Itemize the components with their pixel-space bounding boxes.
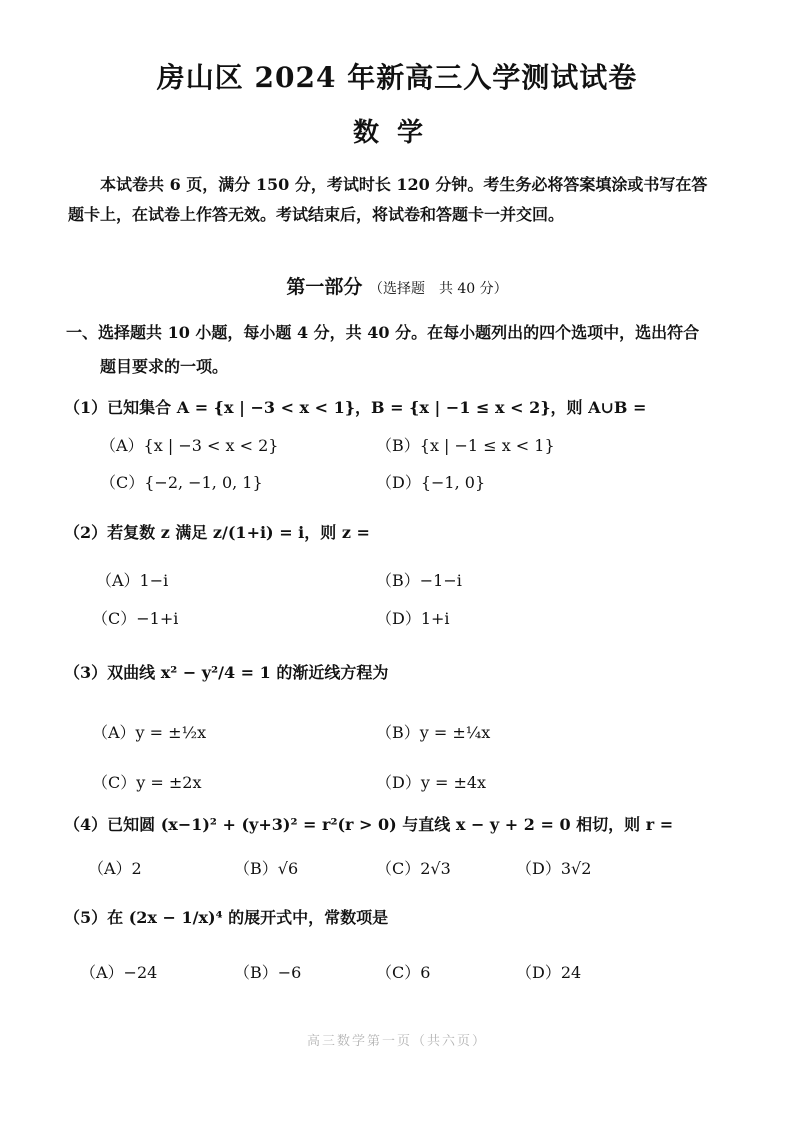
question-4-option-d[interactable]: （D）3√2 — [516, 859, 592, 878]
question-4-option-c[interactable]: （C）2√3 — [376, 859, 451, 878]
question-2-option-b[interactable]: （B）−1−i — [376, 571, 462, 590]
question-2-option-c[interactable]: （C）−1+i — [92, 609, 179, 628]
question-4-option-a[interactable]: （A）2 — [88, 859, 142, 878]
question-4-stem: （4）已知圆 (x−1)² + (y+3)² = r²(r > 0) 与直线 x − y + 2 = 0 相切，则 r = — [64, 815, 674, 834]
question-3-option-a[interactable]: （A）y = ±½x — [92, 723, 207, 742]
question-5-stem: （5）在 (2x − 1/x)⁴ 的展开式中，常数项是 — [64, 908, 389, 927]
part-intro-line-1: 一、选择题共 10 小题，每小题 4 分，共 40 分。在每小题列出的四个选项中，选出符合 — [66, 323, 700, 342]
question-2-option-a[interactable]: （A）1−i — [96, 571, 169, 590]
question-3-stem: （3）双曲线 x² − y²/4 = 1 的渐近线方程为 — [64, 663, 389, 682]
section-heading — [0, 272, 794, 299]
question-5-option-d[interactable]: （D）24 — [516, 963, 582, 982]
question-3-option-d[interactable]: （D）y = ±4x — [376, 773, 487, 792]
section-subtitle: （选择题 共 40 分） — [368, 281, 508, 297]
question-5-option-c[interactable]: （C）6 — [376, 963, 431, 982]
question-2-option-d[interactable]: （D）1+i — [376, 609, 450, 628]
part-intro-line-2: 题目要求的一项。 — [100, 357, 229, 376]
question-5-option-b[interactable]: （B）−6 — [234, 963, 302, 982]
question-1-option-d[interactable]: （D）{−1, 0} — [376, 473, 486, 492]
question-3-option-c[interactable]: （C）y = ±2x — [92, 773, 202, 792]
section-title: 第一部分 — [286, 276, 363, 298]
exam-title: 房山区 2024 年新高三入学测试试卷 — [156, 61, 638, 94]
page-footer: 高三数学第一页（共六页） — [306, 1034, 487, 1049]
instructions-line-2: 题卡上，在试卷上作答无效。考试结束后，将试卷和答题卡一并交回。 — [68, 205, 565, 224]
instructions-line-1: 本试卷共 6 页，满分 150 分，考试时长 120 分钟。考生务必将答案填涂或书写在答 — [100, 175, 708, 194]
question-1-stem: （1）已知集合 A = {x | −3 < x < 1}，B = {x | −1 ≤ x < 2}，则 A∪B = — [64, 398, 647, 417]
subject-title: 数学 — [352, 118, 441, 148]
question-1-option-a[interactable]: （A）{x | −3 < x < 2} — [100, 436, 279, 455]
question-1-option-c[interactable]: （C）{−2, −1, 0, 1} — [100, 473, 263, 492]
question-4-option-b[interactable]: （B）√6 — [234, 859, 299, 878]
question-2-stem: （2）若复数 z 满足 z/(1+i) = i，则 z = — [64, 523, 370, 542]
question-3-option-b[interactable]: （B）y = ±¼x — [376, 723, 491, 742]
question-5-option-a[interactable]: （A）−24 — [80, 963, 158, 982]
question-1-option-b[interactable]: （B）{x | −1 ≤ x < 1} — [376, 436, 555, 455]
